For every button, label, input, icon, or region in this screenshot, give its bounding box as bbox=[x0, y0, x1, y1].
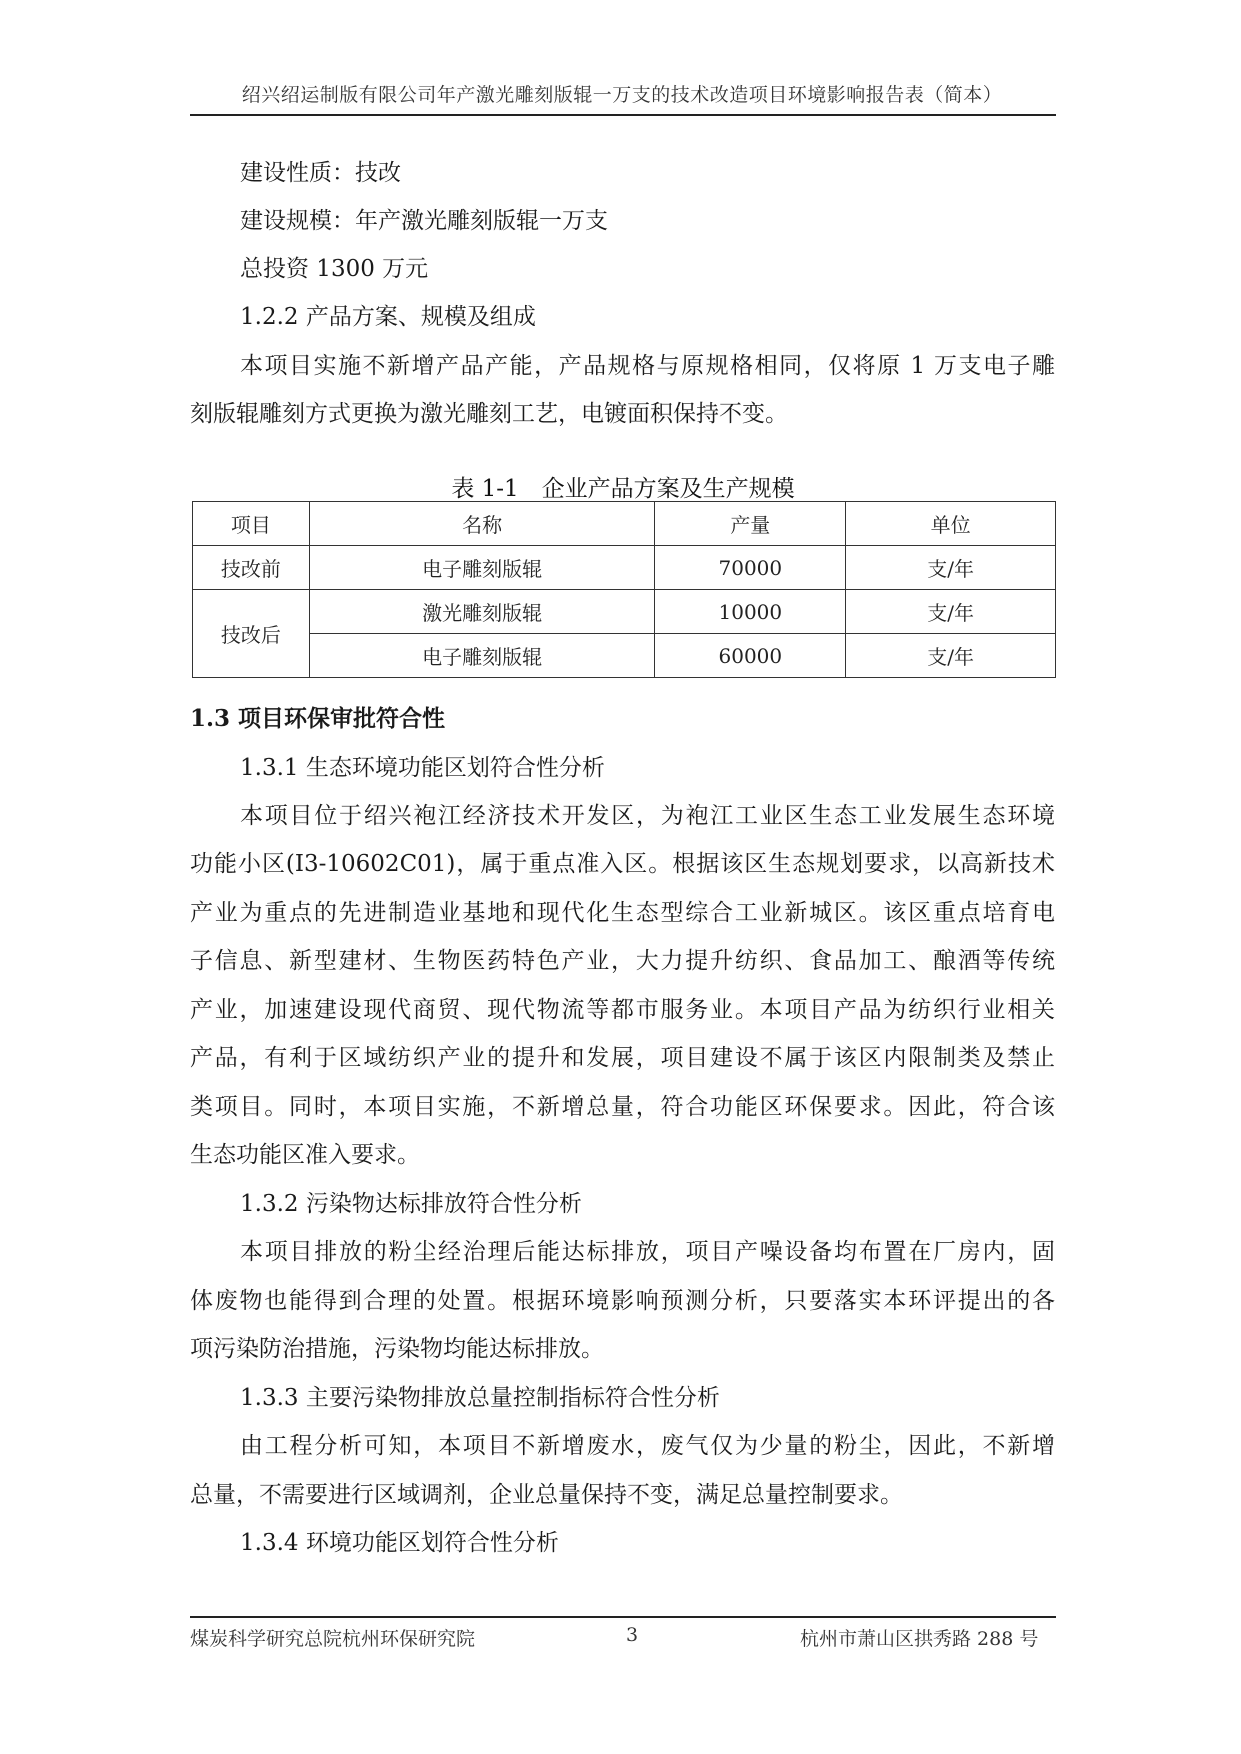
section-1-3-4-heading: 1.3.4 环境功能区划符合性分析 bbox=[240, 1530, 559, 1556]
output-cell: 60000 bbox=[655, 634, 846, 678]
table-row bbox=[193, 546, 1056, 590]
section-1-3-1-line-3: 产业为重点的先进制造业基地和现代化生态型综合工业新城区。该区重点培育电 bbox=[190, 900, 1055, 926]
section-1-3-heading: 1.3 项目环保审批符合性 bbox=[190, 705, 446, 732]
section-1-3-3-heading: 1.3.3 主要污染物排放总量控制指标符合性分析 bbox=[240, 1385, 720, 1411]
unit-cell: 支/年 bbox=[846, 546, 1056, 590]
section-1-3-1-line-4: 子信息、新型建材、生物医药特色产业，大力提升纺织、食品加工、酿酒等传统 bbox=[190, 948, 1055, 974]
row-group-cell: 技改后 bbox=[193, 590, 310, 678]
construction-nature: 建设性质：技改 bbox=[240, 160, 401, 186]
output-cell: 10000 bbox=[655, 590, 846, 634]
row-group-cell: 技改前 bbox=[193, 546, 310, 590]
table-caption: 表 1-1 企业产品方案及生产规模 bbox=[451, 476, 795, 502]
header-divider bbox=[190, 114, 1056, 116]
product-name-cell: 电子雕刻版辊 bbox=[309, 634, 655, 678]
product-name-cell: 电子雕刻版辊 bbox=[309, 546, 655, 590]
footer-organization: 煤炭科学研究总院杭州环保研究院 bbox=[190, 1628, 476, 1650]
total-investment: 总投资 1300 万元 bbox=[240, 256, 429, 282]
table-row bbox=[193, 590, 1056, 634]
section-1-3-2-heading: 1.3.2 污染物达标排放符合性分析 bbox=[240, 1191, 582, 1217]
section-1-3-2-line-2: 体废物也能得到合理的处置。根据环境影响预测分析，只要落实本环评提出的各 bbox=[190, 1288, 1055, 1314]
section-1-2-2-line-1: 本项目实施不新增产品产能，产品规格与原规格相同，仅将原 1 万支电子雕 bbox=[240, 353, 1055, 379]
table-row bbox=[193, 634, 1056, 678]
unit-cell: 支/年 bbox=[846, 634, 1056, 678]
column-header-item: 项目 bbox=[193, 502, 310, 546]
section-1-3-1-line-1: 本项目位于绍兴袍江经济技术开发区，为袍江工业区生态工业发展生态环境 bbox=[240, 803, 1055, 829]
footer-divider bbox=[190, 1616, 1056, 1618]
section-1-3-3-line-1: 由工程分析可知，本项目不新增废水，废气仅为少量的粉尘，因此，不新增 bbox=[240, 1433, 1055, 1459]
column-header-name: 名称 bbox=[309, 502, 655, 546]
section-1-3-3-line-2: 总量，不需要进行区域调剂，企业总量保持不变，满足总量控制要求。 bbox=[190, 1482, 903, 1508]
unit-cell: 支/年 bbox=[846, 590, 1056, 634]
product-name-cell: 激光雕刻版辊 bbox=[309, 590, 655, 634]
page-number: 3 bbox=[626, 1624, 639, 1646]
section-1-2-2-line-2: 刻版辊雕刻方式更换为激光雕刻工艺，电镀面积保持不变。 bbox=[190, 401, 788, 427]
product-scale-table bbox=[192, 501, 1056, 678]
construction-scale: 建设规模：年产激光雕刻版辊一万支 bbox=[240, 208, 608, 234]
section-1-2-2-heading: 1.2.2 产品方案、规模及组成 bbox=[240, 304, 536, 330]
section-1-3-2-line-3: 项污染防治措施，污染物均能达标排放。 bbox=[190, 1336, 604, 1362]
section-1-3-1-line-8: 生态功能区准入要求。 bbox=[190, 1142, 420, 1168]
column-header-output: 产量 bbox=[655, 502, 846, 546]
running-header: 绍兴绍运制版有限公司年产激光雕刻版辊一万支的技术改造项目环境影响报告表（简本） bbox=[241, 84, 1003, 106]
section-1-3-1-line-6: 产品，有利于区域纺织产业的提升和发展，项目建设不属于该区内限制类及禁止 bbox=[190, 1045, 1055, 1071]
column-header-unit: 单位 bbox=[846, 502, 1056, 546]
section-1-3-1-line-7: 类项目。同时，本项目实施，不新增总量，符合功能区环保要求。因此，符合该 bbox=[190, 1094, 1055, 1120]
section-1-3-1-heading: 1.3.1 生态环境功能区划符合性分析 bbox=[240, 755, 605, 781]
section-1-3-1-line-2: 功能小区(I3-10602C01)，属于重点准入区。根据该区生态规划要求，以高新技术 bbox=[190, 851, 1055, 877]
table-header-row bbox=[193, 502, 1056, 546]
output-cell: 70000 bbox=[655, 546, 846, 590]
section-1-3-2-line-1: 本项目排放的粉尘经治理后能达标排放，项目产噪设备均布置在厂房内，固 bbox=[240, 1239, 1055, 1265]
section-1-3-1-line-5: 产业，加速建设现代商贸、现代物流等都市服务业。本项目产品为纺织行业相关 bbox=[190, 997, 1055, 1023]
footer-address: 杭州市萧山区拱秀路 288 号 bbox=[800, 1628, 1039, 1650]
